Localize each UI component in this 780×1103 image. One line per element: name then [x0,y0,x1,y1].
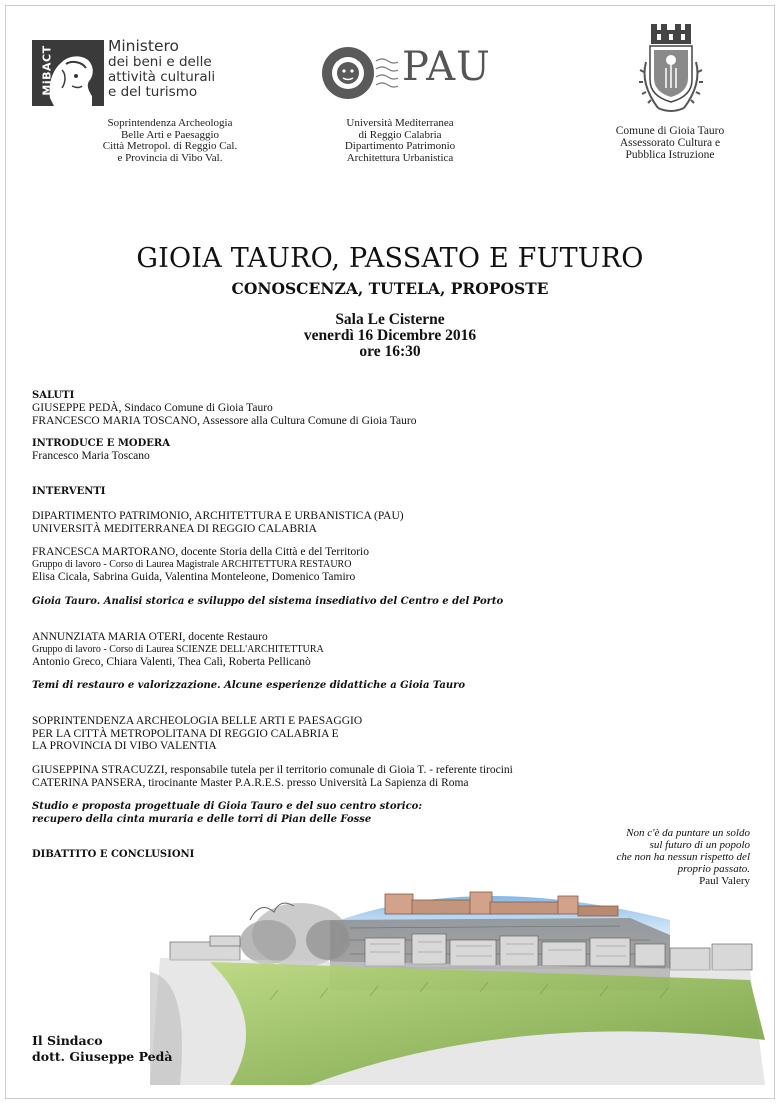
mibact-sub-line: Soprintendenza Archeologia [107,117,233,129]
oteri-topic: Temi di restauro e valorizzazione. Alcune esperienze didattiche a Gioia Tauro [32,680,466,691]
oteri-speaker: ANNUNZIATA MARIA OTERI, docente Restauro [32,631,268,643]
venue-time: ore 16:30 [359,343,421,360]
soprintendenza-block [32,715,592,753]
soprintendenza-topic-line: recupero della cinta muraria e delle torri di Pian delle Fosse [32,813,372,825]
page-subtitle: CONOSCENZA, TUTELA, PROPOSTE [231,279,549,298]
pau-subtitle [290,118,510,164]
oteri-block [32,631,592,669]
martorano-speaker: FRANCESCA MARTORANO, docente Storia della Città e del Territorio [32,546,369,558]
quote-author: Paul Valery [699,875,750,887]
pau-lion-emblem [318,43,398,103]
pau-block [32,510,592,535]
mibact-sub-line: e Provincia di Vibo Val. [117,151,223,164]
quote-line: sul futuro di un popolo [649,839,750,851]
soprintendenza-topic-line: Studio e proposta progettuale di Gioia Tauro e del suo centro storico: [32,801,423,812]
soprintendenza-line: SOPRINTENDENZA ARCHEOLOGIA BELLE ARTI E PAESAGGIO [32,715,363,727]
pau-line: di Reggio Calabria [358,128,442,141]
pansera-speaker: CATERINA PANSERA, tirocinante Master P.A.R.E.S. presso Università La Sapienza di Roma [32,776,469,789]
martorano-group: Gruppo di lavoro - Corso di Laurea Magistrale ARCHITETTURA RESTAURO [32,558,352,570]
martorano-topic: Gioia Tauro. Analisi storica e sviluppo del sistema insediativo del Centro e del Porto [32,596,504,607]
mibact-logo-text: MiBACT [40,45,54,96]
pau-line: Architettura Urbanistica [346,151,454,164]
oteri-group: Gruppo di lavoro - Corso di Laurea SCIENZE DELL'ARCHITETTURA [32,643,324,655]
mibact-subtitle [60,118,280,164]
soprintendenza-line: PER LA CITTÀ METROPOLITANA DI REGGIO CALABRIA E [32,727,339,740]
mibact-line: e del turismo [108,84,198,100]
comune-subtitle [575,125,765,161]
introduce-section [32,438,592,463]
soprintendenza-topic [32,801,592,826]
mibact-line: attività culturali [108,69,216,85]
martorano-block [32,546,592,584]
quote-line: Non c'è da puntare un soldo [626,827,750,839]
stracuzzi-speaker: GIUSEPPINA STRACUZZI, responsabile tutela per il territorio comunale di Gioia T. - referente tirocini [32,764,513,776]
signature-role: Il Sindaco [32,1033,103,1048]
comune-line: Pubblica Istruzione [625,149,715,161]
comune-line: Assessorato Cultura e [619,137,721,149]
quote-line: proprio passato. [677,863,750,875]
saluti-line: GIUSEPPE PEDÀ, Sindaco Comune di Gioia Tauro [32,402,273,414]
introduce-heading: INTRODUCE E MODERA [32,438,170,449]
pau-block-line: DIPARTIMENTO PATRIMONIO, ARCHITETTURA E URBANISTICA (PAU) [32,510,404,522]
venue-date: venerdì 16 Dicembre 2016 [303,327,477,344]
comune-crest-icon [636,22,706,122]
soprintendenza-speakers [32,764,592,789]
quote-block [530,827,750,887]
saluti-heading: SALUTI [32,390,75,401]
dibattito-heading: DIBATTITO E CONCLUSIONI [32,849,195,860]
soprintendenza-line: LA PROVINCIA DI VIBO VALENTIA [32,740,217,752]
signature-block [32,1033,172,1065]
mibact-line: Ministero [108,37,180,55]
venue-place: Sala Le Cisterne [335,311,445,328]
introduce-name: Francesco Maria Toscano [32,450,150,462]
martorano-members: Elisa Cicala, Sabrina Guida, Valentina Monteleone, Domenico Tamiro [32,571,356,583]
mibact-line: dei beni e delle [108,54,212,70]
oteri-members: Antonio Greco, Chiara Valenti, Thea Calì, Roberta Pellicanò [32,656,311,668]
page-title: GIOIA TAURO, PASSATO E FUTURO [136,243,644,274]
mibact-sub-line: Belle Arti e Paesaggio [120,128,220,141]
signature-name: dott. Giuseppe Pedà [32,1049,173,1064]
mibact-title [108,38,215,100]
mibact-sub-line: Città Metropol. di Reggio Cal. [102,140,238,152]
pau-logo-text: PAU [402,44,491,90]
saluti-line: FRANCESCO MARIA TOSCANO, Assessore alla Cultura Comune di Gioia Tauro [32,414,417,427]
pau-block-line: UNIVERSITÀ MEDITERRANEA DI REGGIO CALABRIA [32,522,317,535]
mibact-logo [32,40,104,106]
town-illustration [150,880,765,1085]
saluti-section [32,390,592,427]
pau-line: Università Mediterranea [346,117,454,129]
comune-line: Comune di Gioia Tauro [615,125,725,137]
quote-line: che non ha nessun rispetto del [616,851,750,863]
interventi-heading: INTERVENTI [32,486,106,497]
pau-line: Dipartimento Patrimonio [344,140,456,152]
